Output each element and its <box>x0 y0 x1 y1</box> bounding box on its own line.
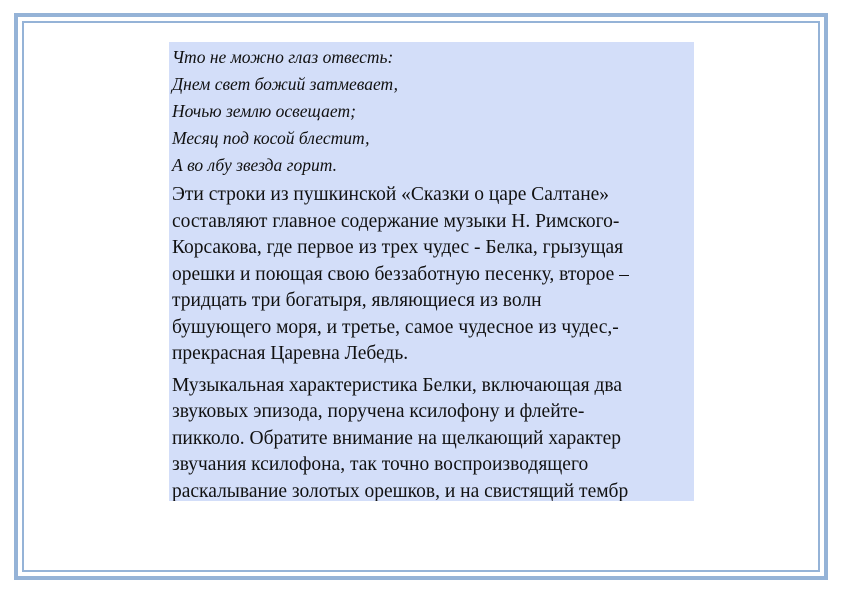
paragraph-line: Музыкальная характеристика Белки, включающая два <box>172 374 622 396</box>
paragraph-line: орешки и поющая свою беззаботную песенку, второе – <box>172 263 629 285</box>
verse-line: Днем свет божий затмевает, <box>172 74 399 94</box>
verse-line: Месяц под косой блестит, <box>172 128 370 148</box>
paragraph-squirrel-music <box>172 373 690 502</box>
verse-line: Что не можно глаз отвесть: <box>172 47 394 67</box>
paragraph-line: Эти строки из пушкинской «Сказки о царе Салтане» <box>172 184 610 205</box>
paragraph-line: бушующего моря, и третье, самое чудесное из чудес,- <box>172 316 619 338</box>
paragraph-tale-description <box>172 182 690 368</box>
paragraph-line: прекрасная Царевна Лебедь. <box>172 343 409 364</box>
text-block <box>169 42 694 501</box>
paragraph-line: пикколо. Обратите внимание на щелкающий характер <box>172 427 622 449</box>
verse-quote <box>172 44 690 179</box>
paragraph-line: звуковых эпизода, поручена ксилофону и флейте- <box>172 401 585 422</box>
paragraph-line: составляют главное содержание музыки Н. Римского- <box>172 210 620 232</box>
paragraph-line: Корсакова, где первое из трех чудес - Белка, грызущая <box>172 237 624 258</box>
paragraph-line: звучания ксилофона, так точно воспроизводящего <box>172 454 589 475</box>
verse-line: А во лбу звезда горит. <box>172 155 337 175</box>
paragraph-line: тридцать три богатыря, являющиеся из волн <box>172 290 542 311</box>
paragraph-line: раскалывание золотых орешков, и на свистящий тембр <box>172 480 629 501</box>
verse-line: Ночью землю освещает; <box>172 101 356 121</box>
